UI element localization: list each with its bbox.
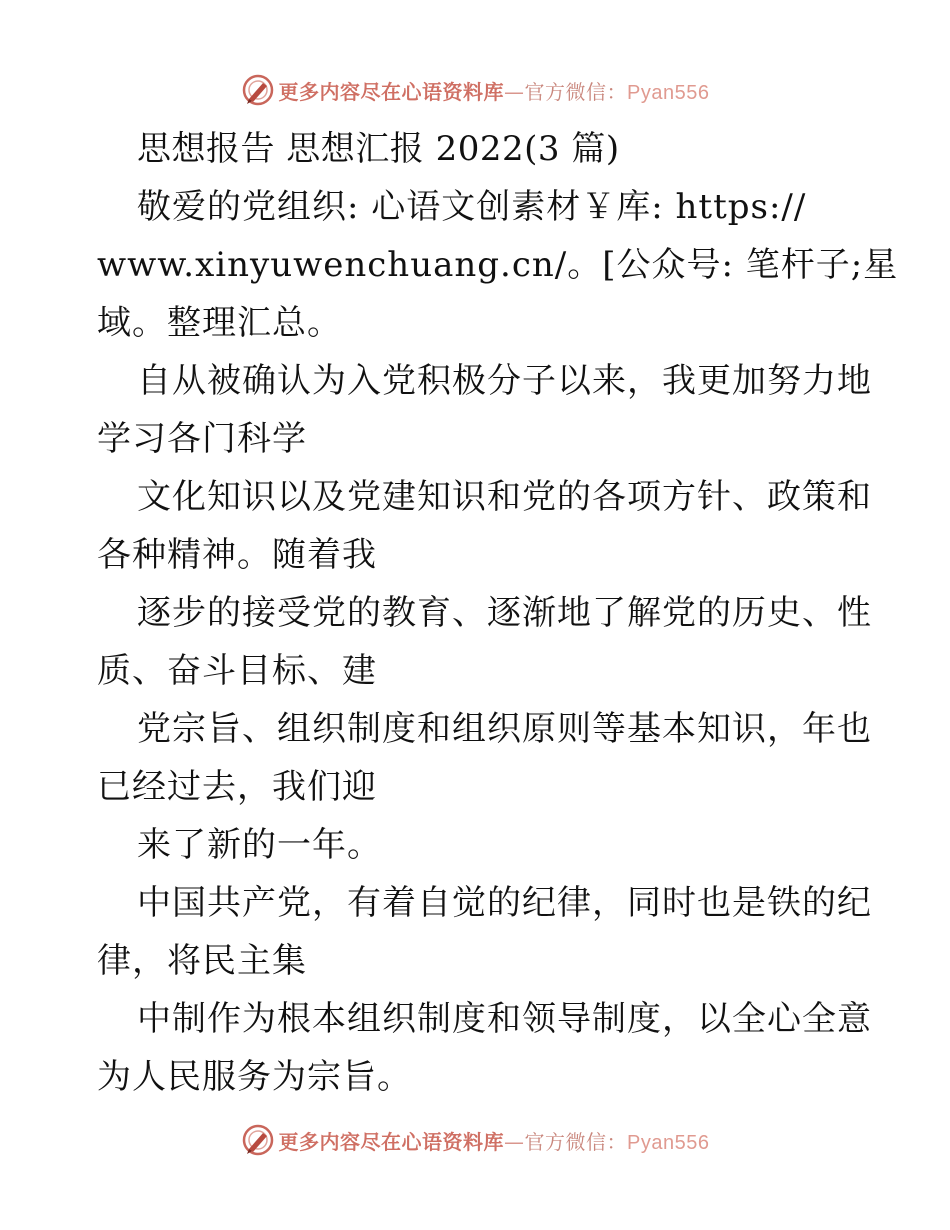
paragraph-line: 敬爱的党组织: 心语文创素材￥库: https:// <box>137 187 807 227</box>
paragraph-line: 律，将民主集 <box>97 941 307 981</box>
banner-wechat-id: Pyan556 <box>627 1131 710 1154</box>
footer-banner <box>0 1120 950 1160</box>
paragraph-line: 来了新的一年。 <box>137 825 382 865</box>
paragraph-line: www.xinyuwenchuang.cn/。[公众号: 笔杆子;星 <box>97 245 899 285</box>
paragraph-line: 学习各门科学 <box>97 419 307 459</box>
banner-brand-text: 更多内容尽在心语资料库 <box>278 79 505 104</box>
paragraph-line: 文化知识以及党建知识和党的各项方针、政策和 <box>137 477 872 517</box>
banner-separator: — <box>504 79 525 104</box>
paragraph-line: 域。整理汇总。 <box>97 303 342 343</box>
paragraph-line: 自从被确认为入党积极分子以来，我更加努力地 <box>137 361 872 401</box>
paragraph-line: 逐步的接受党的教育、逐渐地了解党的历史、性 <box>137 593 872 633</box>
document-title: 思想报告 思想汇报 2022(3 篇) <box>137 129 620 169</box>
banner-brand-text: 更多内容尽在心语资料库 <box>278 1129 505 1154</box>
header-banner <box>0 70 950 110</box>
banner-wechat-label: 官方微信： <box>524 1129 628 1154</box>
paragraph-line: 质、奋斗目标、建 <box>97 651 377 691</box>
document-body <box>97 120 899 1106</box>
paragraph-line: 中国共产党，有着自觉的纪律，同时也是铁的纪 <box>137 883 872 923</box>
pen-seal-icon <box>241 1123 275 1157</box>
banner-wechat-id: Pyan556 <box>627 81 710 104</box>
paragraph-line: 为人民服务为宗旨。 <box>97 1057 412 1097</box>
banner-separator: — <box>504 1129 525 1154</box>
pen-seal-icon <box>241 73 275 107</box>
paragraph-line: 中制作为根本组织制度和领导制度，以全心全意 <box>137 999 872 1039</box>
banner-wechat-label: 官方微信： <box>524 79 628 104</box>
paragraph-line: 已经过去，我们迎 <box>97 767 377 807</box>
paragraph-line: 各种精神。随着我 <box>97 535 377 575</box>
paragraph-line: 党宗旨、组织制度和组织原则等基本知识，年也 <box>137 709 872 749</box>
